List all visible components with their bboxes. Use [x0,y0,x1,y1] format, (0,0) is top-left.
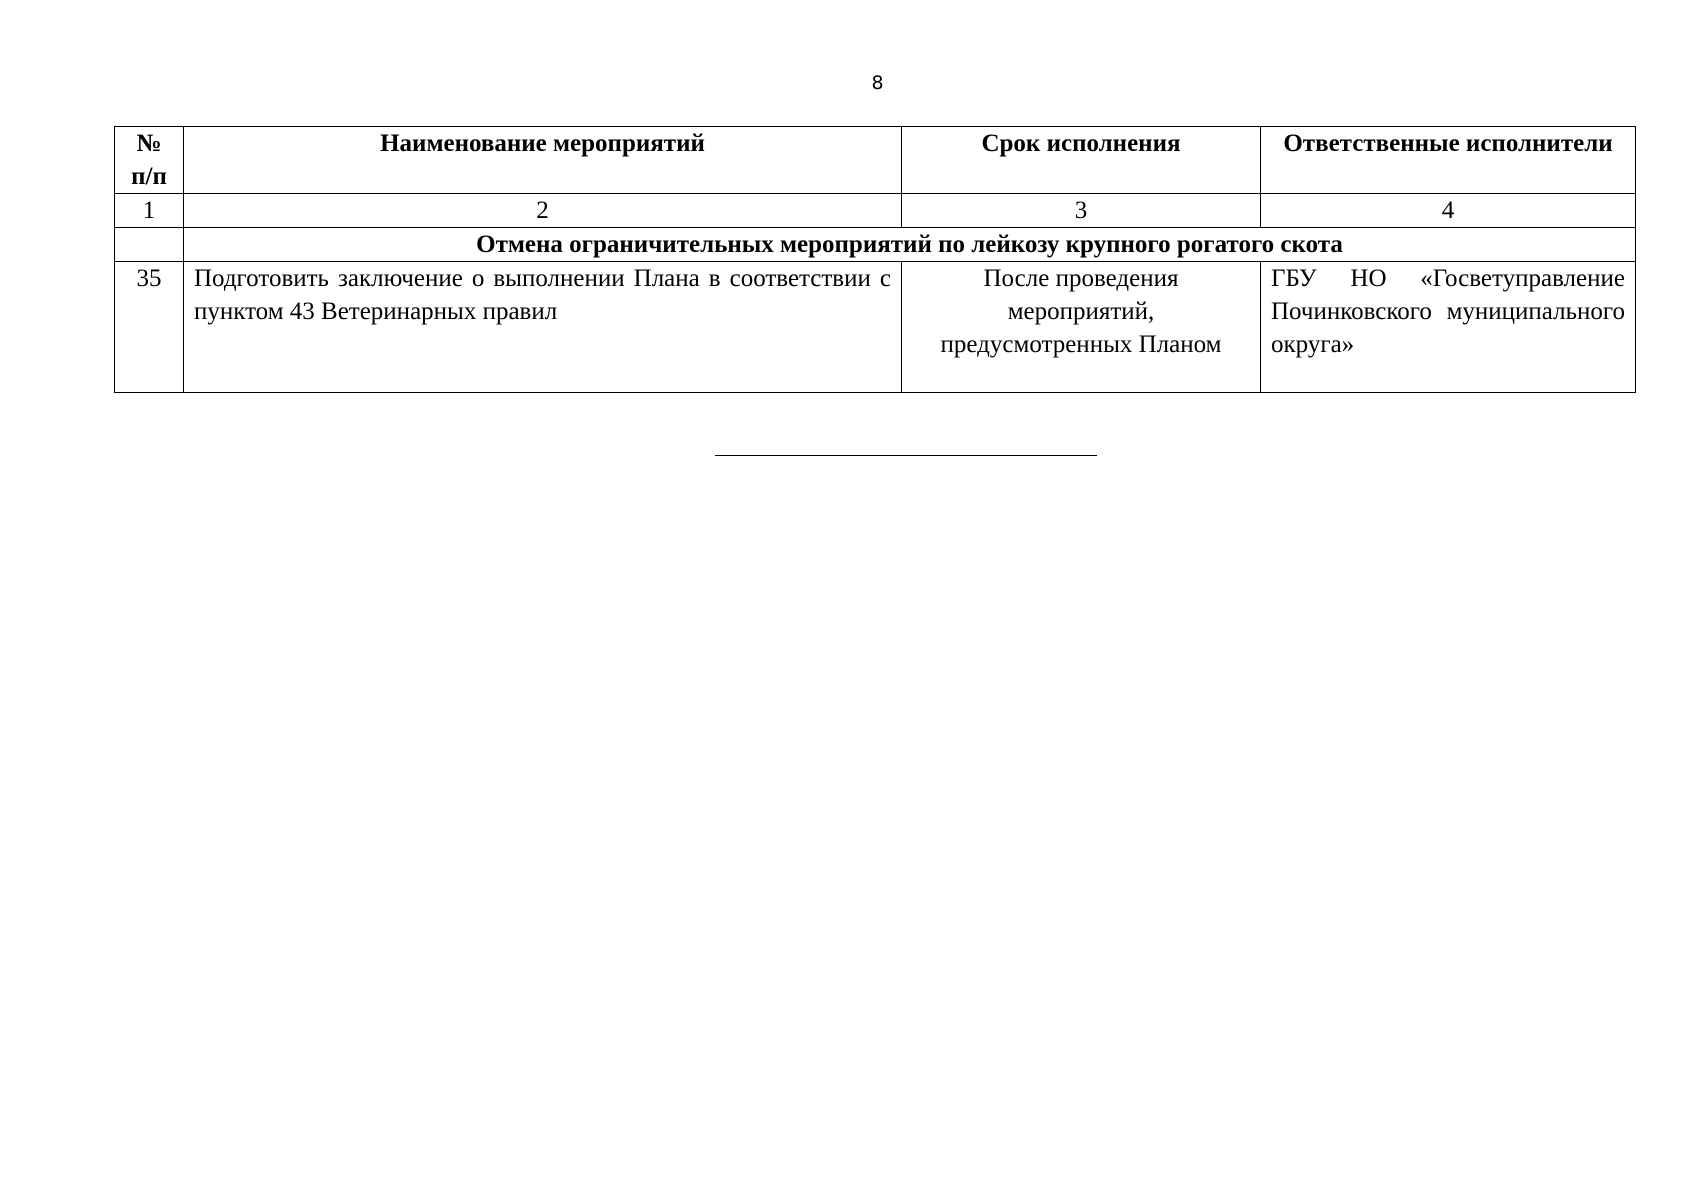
row-responsible: ГБУ НО «Госветуправление Починковского муниципального округа» [1261,262,1636,393]
header-term: Срок исполнения [902,127,1261,194]
header-responsible: Ответственные исполнители [1261,127,1636,194]
header-row [115,127,1636,194]
row-number: 35 [115,262,184,393]
row-term: После проведения мероприятий, предусмотренных Планом [902,262,1261,393]
section-title: Отмена ограничительных мероприятий по лейкозу крупного рогатого скота [184,228,1636,262]
column-number: 4 [1261,194,1636,228]
column-number: 3 [902,194,1261,228]
column-number-row [115,194,1636,228]
column-number: 1 [115,194,184,228]
plan-table [114,126,1636,393]
section-row [115,228,1636,262]
header-name: Наименование мероприятий [184,127,902,194]
closing-line [715,455,1097,456]
page-number: 8 [871,72,884,94]
table-row [115,262,1636,393]
column-number: 2 [184,194,902,228]
row-name: Подготовить заключение о выполнении Плана в соответствии с пунктом 43 Ветеринарных правил [184,262,902,393]
section-empty-cell [115,228,184,262]
header-num: № п/п [115,127,184,194]
